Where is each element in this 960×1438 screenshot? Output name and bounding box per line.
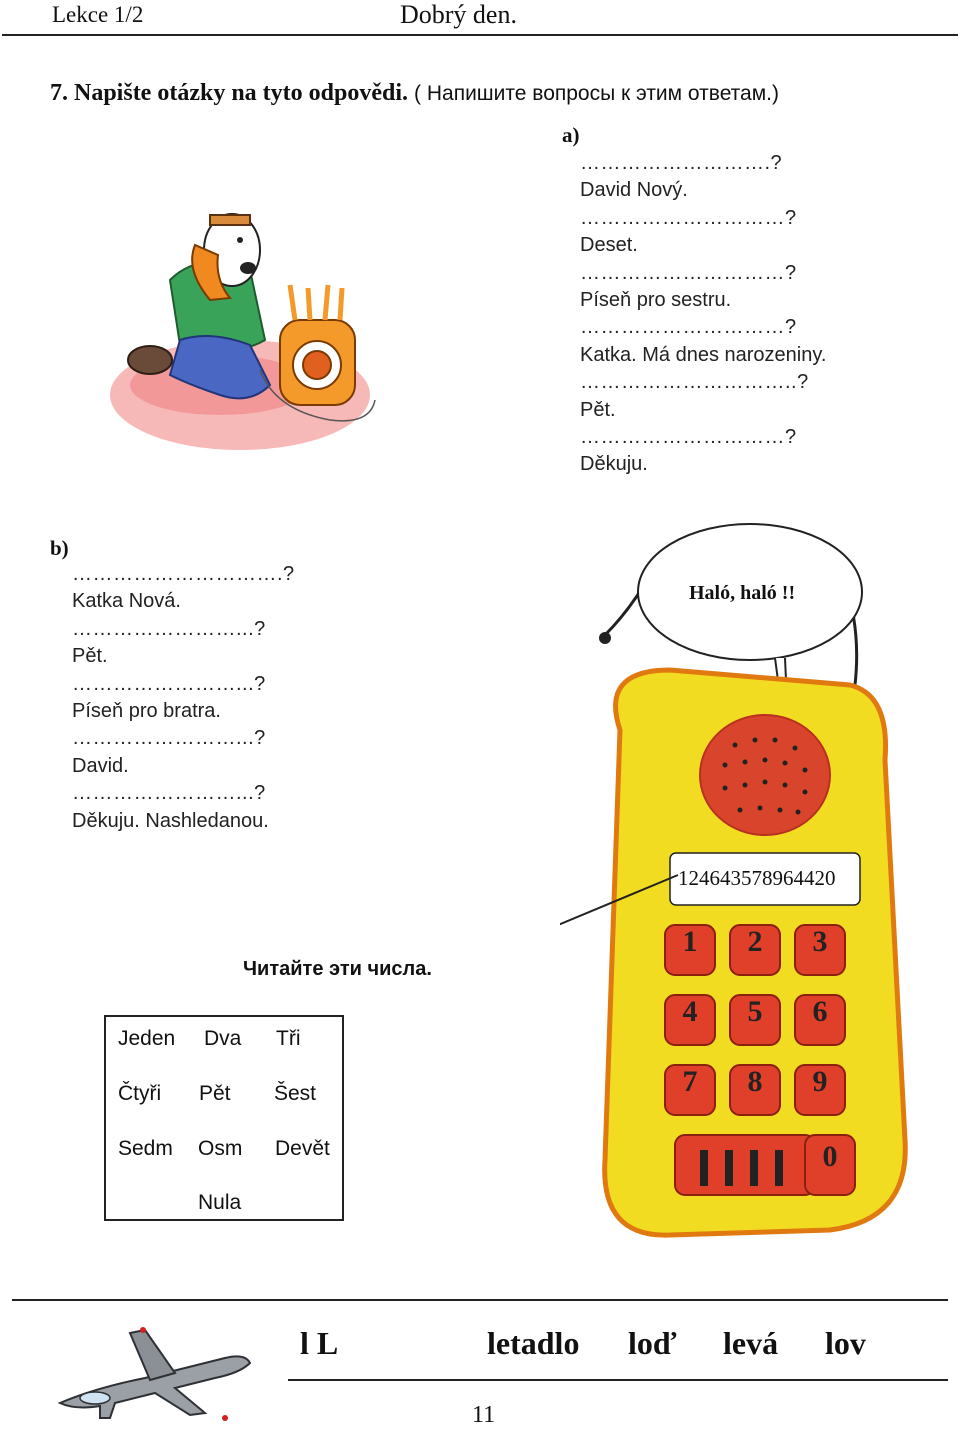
footer-divider-top (12, 1299, 948, 1301)
question-blank: …………………………? (580, 206, 797, 229)
answer-text: Děkuju. (580, 453, 648, 476)
answer-text: Děkuju. Nashledanou. (72, 809, 269, 832)
number-word: Osm (198, 1137, 243, 1160)
answer-text: Katka Nová. (72, 590, 181, 613)
footer-word: levá (723, 1325, 779, 1361)
section-a-label: a) (562, 123, 580, 147)
header-divider (2, 34, 958, 36)
key-0: 0 (822, 1140, 838, 1173)
question-blank: ……………………...? (72, 727, 266, 750)
question-blank: …………………………? (580, 426, 797, 449)
number-word: Pět (199, 1082, 231, 1105)
answer-text: Pět. (580, 398, 616, 421)
page-title: Dobrý den. (400, 0, 517, 29)
footer-word: loď (628, 1325, 677, 1361)
hat (210, 215, 250, 225)
key-4: 4 (682, 995, 698, 1028)
number-word: Dva (204, 1027, 242, 1050)
lesson-label: Lekce 1/2 (52, 2, 144, 27)
footer-word: lov (825, 1325, 866, 1361)
answer-text: Deset. (580, 234, 638, 257)
number-word: Šest (274, 1082, 317, 1105)
answer-text: Katka. Má dnes narozeniny. (580, 343, 827, 366)
answer-text: Píseň pro sestru. (580, 289, 732, 312)
question-blank: ……………………...? (72, 782, 266, 805)
airplane-icon (55, 1318, 260, 1428)
question-blank: ……………………...? (72, 672, 266, 695)
key-5: 5 (747, 995, 763, 1028)
task-title: 7. Napište otázky na tyto odpovědi. (50, 80, 409, 106)
section-b-label: b) (50, 536, 69, 560)
answer-text: David. (72, 754, 129, 777)
key-3: 3 (812, 925, 828, 958)
page-number: 11 (472, 1402, 496, 1428)
bubble-text: Haló, haló !! (689, 582, 796, 604)
key-8: 8 (747, 1065, 763, 1098)
dog-telephone-illustration (100, 170, 390, 470)
shoe (128, 346, 172, 374)
key-1: 1 (682, 925, 698, 958)
number-words-box (104, 1015, 344, 1221)
footer-word: letadlo (487, 1325, 580, 1361)
key-6: 6 (812, 995, 828, 1028)
question-blank: ………………………….? (72, 563, 295, 585)
question-blank: ……………………….? (580, 152, 783, 174)
question-blank: …………………………? (580, 316, 797, 339)
footer-divider-bottom (288, 1379, 948, 1381)
speaker (700, 715, 830, 835)
question-blank: ……………………...? (72, 617, 266, 640)
letters-l: l L (300, 1325, 339, 1361)
key-9: 9 (812, 1065, 828, 1098)
question-blank: …………………………..? (580, 371, 809, 394)
number-word: Devět (275, 1137, 330, 1160)
section-a-list (580, 150, 940, 479)
question-blank: …………………………? (580, 261, 797, 284)
key-2: 2 (747, 925, 763, 958)
display-number: 124643578964420 (678, 866, 836, 890)
number-word: Nula (198, 1191, 242, 1214)
task-russian: ( Напишите вопросы к этим ответам.) (414, 82, 779, 105)
number-word: Tři (276, 1027, 301, 1050)
number-word: Jeden (118, 1027, 176, 1050)
task-heading (50, 80, 779, 107)
number-word: Čtyři (118, 1082, 162, 1105)
instruction-text: Читайте эти числа. (243, 958, 432, 980)
answer-text: Pět. (72, 645, 108, 668)
answer-text: Píseň pro bratra. (72, 700, 221, 723)
key-7: 7 (682, 1065, 698, 1098)
section-b-list (72, 561, 392, 835)
answer-text: David Nový. (580, 179, 688, 202)
number-word: Sedm (118, 1137, 173, 1160)
